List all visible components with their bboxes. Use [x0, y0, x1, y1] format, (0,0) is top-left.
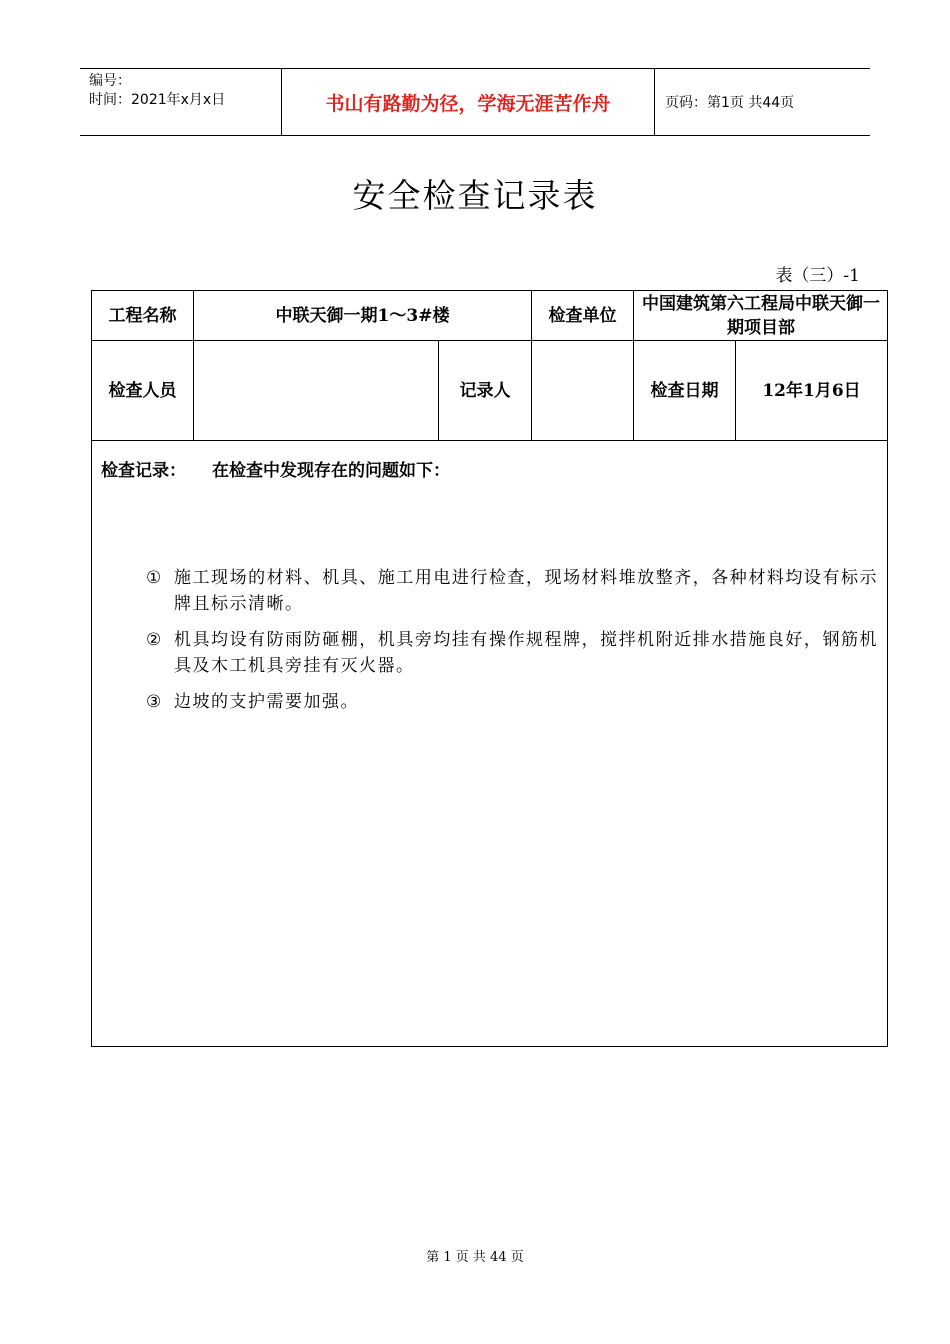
document-title: 安全检查记录表 [352, 176, 598, 215]
header-motto: 书山有路勤为径，学海无涯苦作舟 [281, 69, 655, 135]
inspection-table [91, 290, 888, 1047]
item-text: 施工现场的材料、机具、施工用电进行检查，现场材料堆放整齐，各种材料均设有标示牌且标示清晰。 [174, 568, 878, 614]
inspection-date-value: 12年1月6日 [762, 380, 861, 401]
page-footer: 第 1 页 共 44 页 [426, 1250, 524, 1265]
header-meta [80, 69, 281, 135]
inspectors-value [194, 341, 438, 440]
record-header [101, 456, 476, 481]
item-text: 边坡的支护需要加强。 [174, 692, 359, 712]
page-header [80, 68, 870, 136]
recorder-label: 记录人 [459, 380, 511, 401]
row-divider [92, 440, 887, 441]
item-number: ② [146, 630, 163, 650]
time-label: 时间：2021年x月x日 [89, 92, 226, 108]
inspection-unit-value: 中国建筑第六工程局中联天御一期项目部 [642, 293, 880, 338]
record-label: 检查记录： [101, 461, 186, 481]
form-number: 表（三）-1 [775, 266, 860, 286]
item-text: 机具均设有防雨防砸棚，机具旁均挂有操作规程牌，搅拌机附近排水措施良好，钢筋机具及木工机具旁挂有灭火器。 [174, 630, 878, 676]
inspection-unit-label: 检查单位 [548, 305, 617, 326]
serial-label: 编号： [89, 73, 131, 89]
list-item [146, 627, 878, 679]
record-items [146, 565, 878, 725]
record-intro: 在检查中发现存在的问题如下： [212, 461, 450, 481]
item-number: ③ [146, 692, 163, 712]
project-name-value: 中联天御一期1～3#楼 [275, 305, 450, 326]
item-number: ① [146, 568, 163, 588]
list-item [146, 565, 878, 617]
project-name-label: 工程名称 [108, 305, 177, 326]
header-page-info: 页码：第1页 共44页 [665, 95, 795, 111]
list-item [146, 689, 878, 715]
inspection-date-label: 检查日期 [650, 380, 719, 401]
recorder-value [532, 341, 633, 440]
inspectors-label: 检查人员 [108, 380, 177, 401]
